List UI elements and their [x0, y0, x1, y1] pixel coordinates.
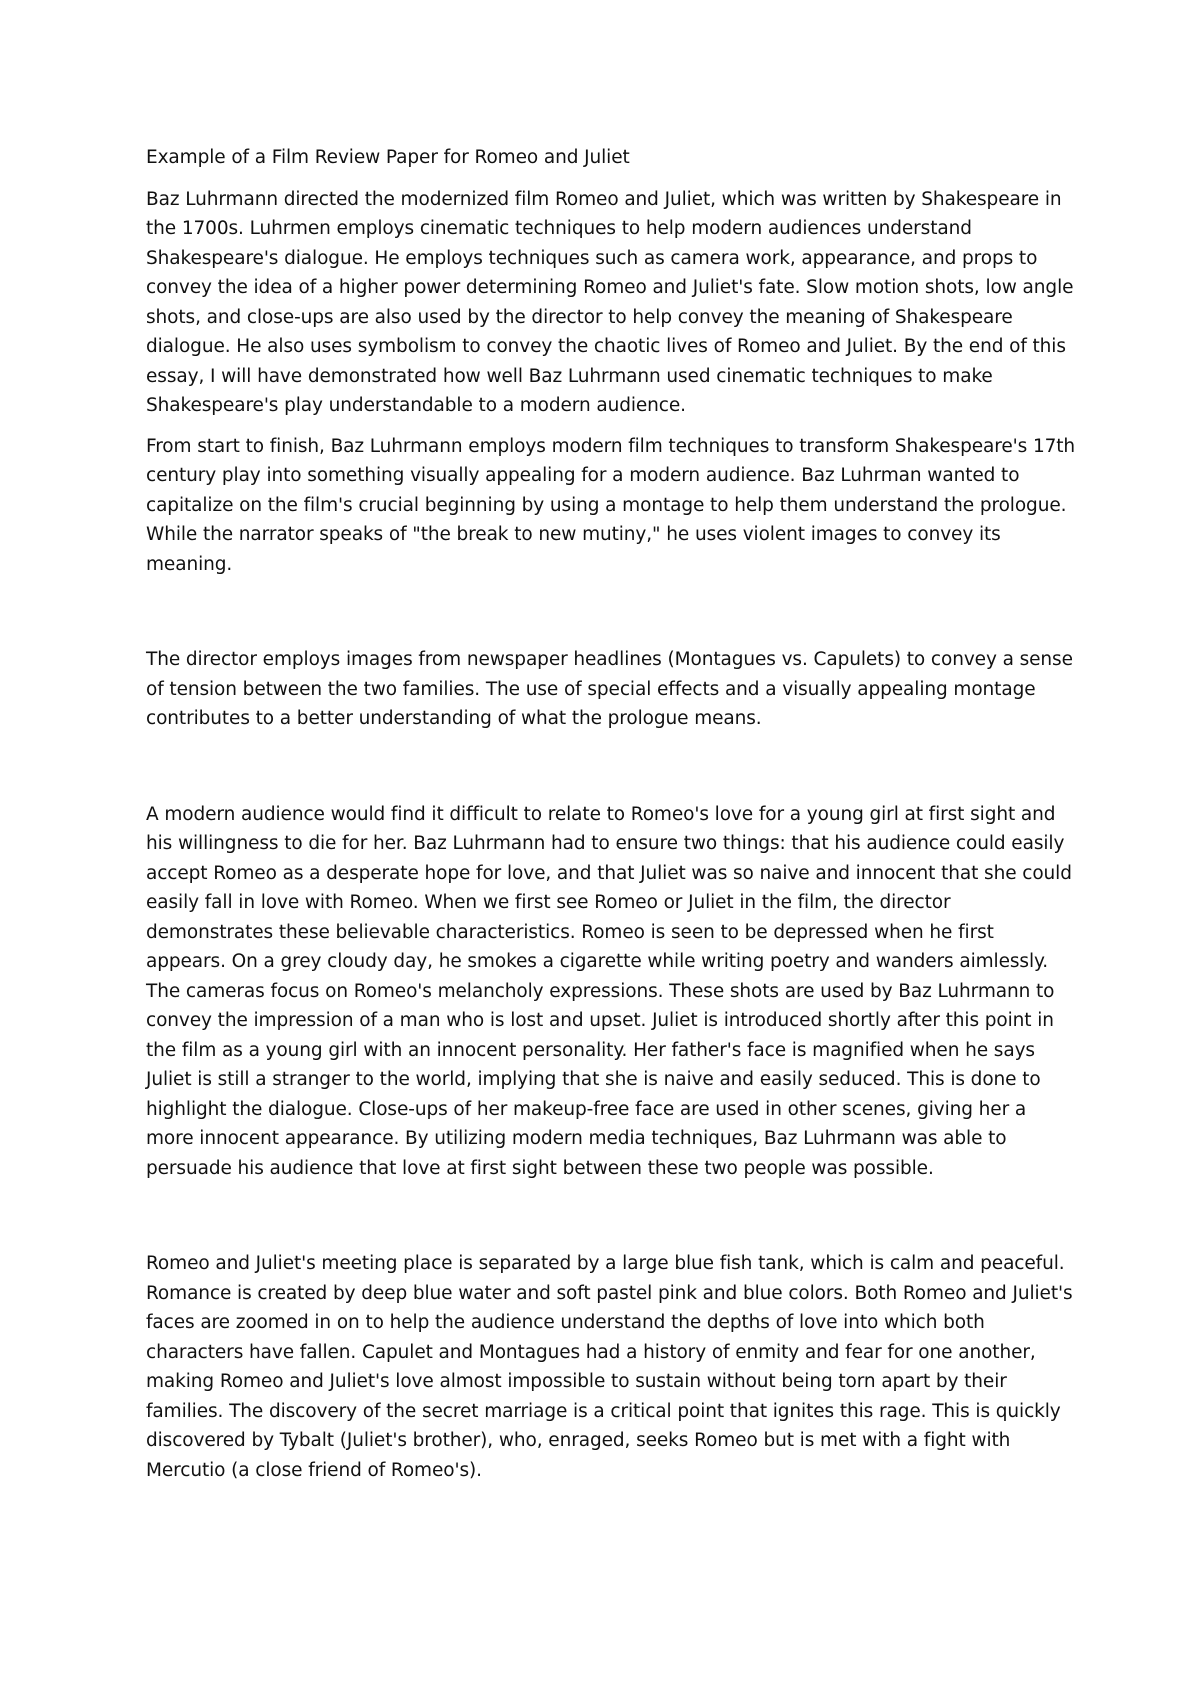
- document-title: Example of a Film Review Paper for Romeo and Juliet: [146, 147, 630, 168]
- paragraph-meeting-place: Romeo and Juliet's meeting place is separated by a large blue fish tank, which is calm and peaceful. Romance is created by deep blue water and soft pastel pink and blue colors. Both Romeo and Juliet's faces are zoomed in on to help the audience understand the depths of love into which both characters have fallen. Capulet and Montagues had a history of enmity and fear for one another, making Romeo and Juliet's love almost impossible to sustain without being torn apart by their families. The discovery of the secret marriage is a critical point that ignites this rage. This is quickly discovered by Tybalt (Juliet's brother), who, enraged, seeks Romeo but is met with a fight with Mercutio (a close friend of Romeo's).: [146, 1253, 1073, 1481]
- paragraph-montage: The director employs images from newspaper headlines (Montagues vs. Capulets) to convey a sense of tension between the two families. The use of special effects and a visually appealing montage contributes to a better understanding of what the prologue means.: [146, 649, 1073, 729]
- document-body: [146, 143, 1076, 1485]
- paragraph-characters: A modern audience would find it difficult to relate to Romeo's love for a young girl at first sight and his willingness to die for her. Baz Luhrmann had to ensure two things: that his audience could easily accept Romeo as a desperate hope for love, and that Juliet was so naive and innocent that she could easily fall in love with Romeo. When we first see Romeo or Juliet in the film, the director demonstrates these believable characteristics. Romeo is seen to be depressed when he first appears. On a grey cloudy day, he smokes a cigarette while writing poetry and wanders aimlessly. The cameras focus on Romeo's melancholy expressions. These shots are used by Baz Luhrmann to convey the impression of a man who is lost and upset. Juliet is introduced shortly after this point in the film as a young girl with an innocent personality. Her father's face is magnified when he says Juliet is still a stranger to the world, implying that she is naive and easily seduced. This is done to highlight the dialogue. Close-ups of her makeup-free face are used in other scenes, giving her a more innocent appearance. By utilizing modern media techniques, Baz Luhrmann was able to persuade his audience that love at first sight between these two people was possible.: [146, 803, 1072, 1179]
- paragraph-introduction: Baz Luhrmann directed the modernized film Romeo and Juliet, which was written by Shakespeare in the 1700s. Luhrmen employs cinematic techniques to help modern audiences understand Shakespeare's dialogue. He employs techniques such as camera work, appearance, and props to convey the idea of a higher power determining Romeo and Juliet's fate. Slow motion shots, low angle shots, and close-ups are also used by the director to help convey the meaning of Shakespeare dialogue. He also uses symbolism to convey the chaotic lives of Romeo and Juliet. By the end of this essay, I will have demonstrated how well Baz Luhrmann used cinematic techniques to make Shakespeare's play understandable to a modern audience.: [146, 188, 1074, 416]
- paragraph-film-techniques: From start to finish, Baz Luhrmann employs modern film techniques to transform Shakespeare's 17th century play into something visually appealing for a modern audience. Baz Luhrman wanted to capitalize on the film's crucial beginning by using a montage to help them understand the prologue. While the narrator speaks of "the break to new mutiny," he uses violent images to convey its meaning.: [146, 435, 1076, 575]
